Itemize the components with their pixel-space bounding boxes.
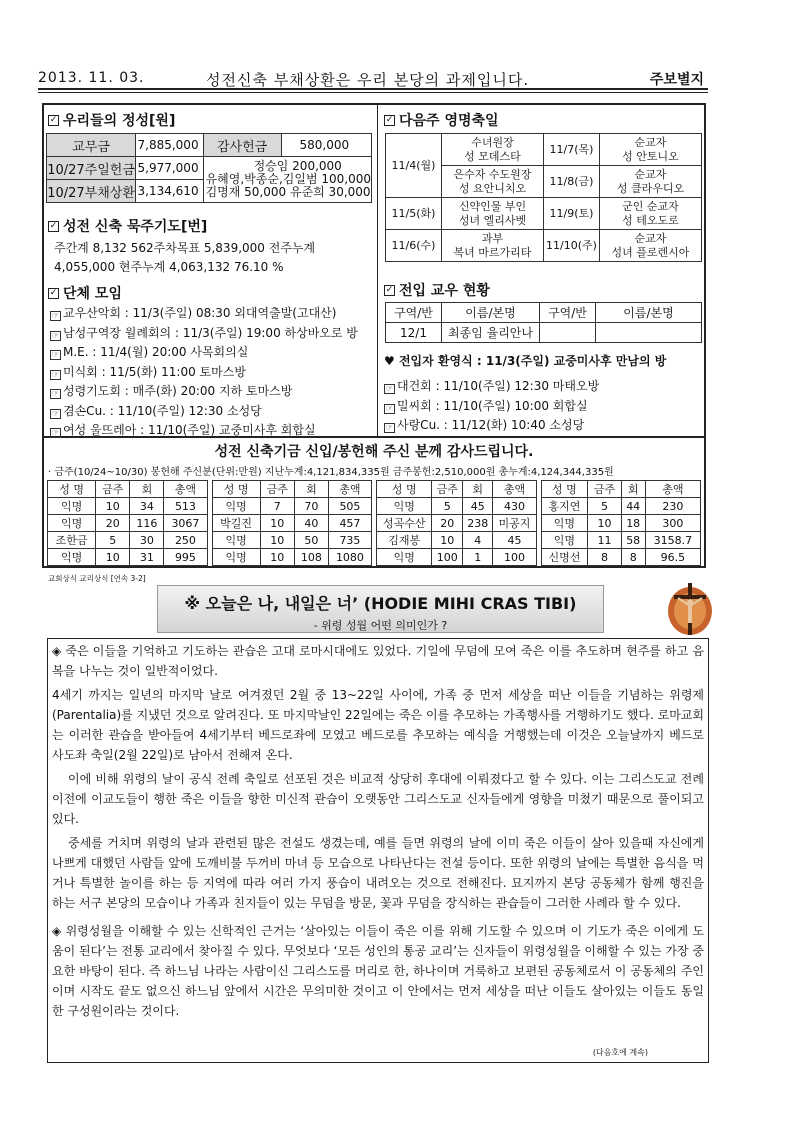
column-header: 총액 [328, 481, 371, 498]
table-cell: 40 [294, 515, 328, 532]
table-cell: 238 [463, 515, 493, 532]
table-cell: 8 [621, 549, 645, 566]
prayer-section-title: ✓ 성전 신축 묵주기도[번] [49, 219, 208, 235]
checkbox-icon: ✓ [49, 220, 58, 231]
list-item: ☞ 미식회 : 11/5(화) 11:00 토마스방 [51, 364, 246, 379]
column-header: 성 명 [541, 481, 588, 498]
table-cell: 108 [294, 549, 328, 566]
column-divider [377, 103, 378, 438]
groups-list [50, 304, 358, 441]
table-cell: 250 [164, 532, 207, 549]
list-item: ☞ 여성 울뜨레아 : 11/10(주일) 교중미사후 회합실 [51, 423, 316, 437]
table-cell: 1 [463, 549, 493, 566]
table-row [48, 532, 208, 549]
table-cell: 조한금 [48, 532, 96, 549]
table-cell: 김재봉 [377, 532, 432, 549]
table-row [48, 515, 208, 532]
table-header-row [377, 481, 537, 498]
paragraph: 4세기 까지는 일년의 마지막 날로 여겨졌던 2월 중 13~22일 사이에, 가족 중 먼저 세상을 떠난 이들을 기념하는 위령제(Parentalia)를 지냈던 것으로 알려진다. 또 마지막날인 22일에는 죽은 이를 추모하는 가족행사를 거행하기도 했다. 로마교회는 이러한 관습을 받아들여 4세기부터 베드로좌에 모였고 베드로를 추모하는 예식을 거행했는데 이것은 오늘날까지 베드로 사도좌 축일(2월 22일)로 남아서 전해져 온다. [52, 688, 704, 762]
fund-table [47, 480, 208, 566]
table-row [212, 549, 372, 566]
table-cell: 430 [493, 498, 536, 515]
newcomers-table: 구역/반 이름/본명 구역/반 이름/본명 12/1 최종임 율리안나 [385, 302, 702, 343]
offering-section-title: ✓ 우리들의 정성[원] [49, 113, 176, 129]
column-header: 금주 [260, 481, 294, 498]
table-cell: 7 [260, 498, 294, 515]
table-cell: 10 [96, 549, 130, 566]
table-cell: 44 [621, 498, 645, 515]
table-cell: 10 [260, 515, 294, 532]
table-cell: 5 [96, 532, 130, 549]
table-cell: 익명 [48, 498, 96, 515]
column-header: 금주 [432, 481, 463, 498]
list-item: ☞ 사랑Cu. : 11/12(화) 10:40 소성당 [385, 418, 585, 432]
pointer-icon: ☞ [385, 403, 394, 413]
table-cell: 8 [588, 549, 621, 566]
table-cell: 익명 [48, 549, 96, 566]
fund-table [541, 480, 702, 566]
list-item: ☞ 교우산악회 : 11/3(주일) 08:30 외대역출발(고대산) [51, 306, 337, 320]
list-item: ☞ 남성구역장 월례회의 : 11/3(주일) 19:00 하상바오로 방 [51, 325, 358, 340]
table-cell: 20 [96, 515, 130, 532]
column-header: 총액 [493, 481, 536, 498]
bulletin-label: 주보별지 [649, 72, 704, 88]
column-header: 회 [130, 481, 164, 498]
continued-note: (다음호에 계속) [592, 1048, 648, 1057]
list-item: ☞ 대건회 : 11/10(주일) 12:30 마태오방 [385, 379, 600, 393]
table-cell: 4 [463, 532, 493, 549]
table-cell: 성곡수산 [377, 515, 432, 532]
list-item: ☞ 밀씨회 : 11/10(주일) 10:00 회합실 [385, 398, 588, 413]
pointer-icon: ☞ [51, 408, 60, 418]
table-cell: 34 [130, 498, 164, 515]
table-cell: 100 [493, 549, 536, 566]
table-cell: 20 [432, 515, 463, 532]
table-cell: 3067 [164, 515, 207, 532]
article-title-box [157, 585, 604, 633]
column-header: 총액 [164, 481, 207, 498]
table-cell: 58 [621, 532, 645, 549]
table-cell: 익명 [212, 532, 260, 549]
list-item: ☞ 성령기도회 : 매주(화) 20:00 지하 토마스방 [51, 384, 293, 398]
table-row [377, 549, 537, 566]
column-header: 회 [463, 481, 493, 498]
table-cell: 10 [260, 549, 294, 566]
table-cell: 18 [621, 515, 645, 532]
table-header-row [541, 481, 701, 498]
pointer-icon: ☞ [51, 311, 60, 320]
table-row [48, 549, 208, 566]
table-cell: 익명 [212, 549, 260, 566]
paragraph: 이에 비해 위령의 날이 공식 전례 축일로 선포된 것은 비교적 상당히 후대에 이뤄졌다고 할 수 있다. 이는 그리스도교 전례 이전에 이교도들이 행한 죽은 이들을 향한 미신적 관습이 오랫동안 그리스도교 신자들에게 영향을 미쳤기 때문으로 풀이되고 있다. [52, 772, 704, 826]
feast-section-title: ✓ 다음주 영명축일 [385, 113, 499, 129]
table-cell: 홍지연 [541, 498, 588, 515]
table-cell: 505 [328, 498, 371, 515]
table-row [377, 515, 537, 532]
table-row [541, 549, 701, 566]
pointer-icon: ☞ [51, 330, 60, 340]
table-cell: 10 [260, 532, 294, 549]
table-cell: 45 [493, 532, 536, 549]
meetings-list [384, 377, 599, 436]
fund-summary: · 금주(10/24~10/30) 봉헌해 주신분(단위:만원) 지난누계:4,121,834,335원 금주봉헌:2,510,000원 총누계:4,124,344,335원 [48, 467, 614, 478]
offering-table: 교무금 7,885,000 감사헌금 580,000 10/27주일헌금 5,977,000 정승임 200,000 유혜영,박종순,김일범 100,000 김명재 50,000 유준희 30,000 10/27부채상환 3,134,610 [46, 133, 372, 203]
paragraph: ◈ 위령성월을 이해할 수 있는 신학적인 근거는 ‘살아있는 이들이 죽은 이를 위해 기도할 수 있으며 이 기도가 죽은 이에게 도움이 된다’는 전통 교리에서 찾아질 수 있다. 무엇보다 ‘모든 성인의 통공 교리’는 신자들이 위령성월을 이해할 수 있는 가장 중요한 바탕이 된다. 즉 하느님 나라는 사람이신 그리스도를 머리로 한, 하나이며 거룩하고 보편된 공동체로서 이 공동체의 주인이며 시작도 끝도 없으신 하느님 앞에서 시간은 무의미한 것이고 이 안에서는 먼저 세상을 떠난 이들도 살아있는 이들도 동일한 구성원이라는 것이다. [52, 924, 704, 1018]
table-cell: 미공지 [493, 515, 536, 532]
table-cell: 3158.7 [645, 532, 700, 549]
header-divider [38, 92, 708, 93]
donor-list: 정승임 200,000 유혜영,박종순,김일범 100,000 김명재 50,000 유준희 30,000 [203, 157, 371, 203]
table-row [541, 498, 701, 515]
column-header: 회 [621, 481, 645, 498]
series-label: 교회상식 교리상식 [연속 3-2] [48, 574, 146, 583]
table-cell: 익명 [541, 515, 588, 532]
table-row [377, 498, 537, 515]
checkbox-icon: ✓ [49, 114, 58, 125]
pointer-icon: ☞ [51, 350, 60, 359]
checkbox-icon: ✓ [385, 114, 394, 125]
list-item: ☞ 겸손Cu. : 11/10(주일) 12:30 소성당 [51, 403, 262, 418]
table-row [377, 532, 537, 549]
table-row [212, 532, 372, 549]
pointer-icon: ☞ [51, 369, 60, 379]
table-cell: 익명 [541, 532, 588, 549]
crucifix-image [664, 579, 716, 637]
heart-icon: ♥ [384, 354, 395, 368]
table-cell: 513 [164, 498, 207, 515]
fund-table [376, 480, 537, 566]
table-header-row [48, 481, 208, 498]
page-header [38, 66, 708, 90]
column-header: 금주 [588, 481, 621, 498]
fund-tables [47, 480, 701, 566]
table-cell: 5 [432, 498, 463, 515]
table-row [541, 532, 701, 549]
table-cell: 100 [432, 549, 463, 566]
table-cell: 995 [164, 549, 207, 566]
table-cell: 10 [432, 532, 463, 549]
newcomers-section-title: ✓ 전입 교우 현황 [385, 283, 490, 299]
table-cell: 박길진 [212, 515, 260, 532]
table-row [48, 498, 208, 515]
column-header: 성 명 [377, 481, 432, 498]
table-cell: 익명 [212, 498, 260, 515]
table-cell: 11 [588, 532, 621, 549]
issue-date: 2013. 11. 03. [38, 70, 145, 86]
table-cell: 5 [588, 498, 621, 515]
table-cell: 45 [463, 498, 493, 515]
table-cell: 31 [130, 549, 164, 566]
prayer-line-1: 주간계 8,132 562주차목표 5,839,000 전주누계 [54, 241, 316, 255]
pointer-icon: ☞ [51, 428, 60, 437]
feast-table: 11/4(월) 수녀원장 성 모데스타 11/7(목) 순교자 성 안토니오 은수자 수도원장 성 요안니치오 11/8(금) 순교자 성 클라우디오 11/5(화) 신약인물 부인 성녀 엘리사벳 11/9(토) 군인 순교자 성 테오도로 11/6(수) 과부 복녀 마르가리타 11/10(주) 순교자 성녀 플로렌시아 [385, 133, 702, 262]
article-body [47, 638, 709, 1063]
list-item: ☞ M.E. : 11/4(월) 20:00 사목회의실 [51, 345, 249, 359]
table-header-row [212, 481, 372, 498]
paragraph: 중세를 거치며 위령의 날과 관련된 많은 전설도 생겼는데, 예를 들면 위령의 날에 이미 죽은 이들이 살아 있을때 자신에게 나쁘게 대했던 사람들 앞에 도깨비불 두꺼비 마녀 등 모습으로 나타난다는 전설 등이다. 또한 위령의 날에는 특별한 음식을 먹거나 특별한 놀이를 하는 등 지역에 따라 여러 가지 풍습이 내려오는 것으로 전해진다. 묘지까지 본당 공동체가 함께 행진을 하는 서구 본당의 모습이나 가족과 친지들이 있는 무덤을 방문, 꽃과 무덤을 장식하는 관습들이 그러한 사례라 할 수 있다. [52, 836, 704, 910]
table-row [541, 515, 701, 532]
table-cell: 1080 [328, 549, 371, 566]
column-header: 회 [294, 481, 328, 498]
table-cell: 익명 [377, 498, 432, 515]
table-cell: 30 [130, 532, 164, 549]
table-cell: 익명 [377, 549, 432, 566]
pointer-icon: ☞ [385, 384, 394, 393]
table-row [212, 498, 372, 515]
table-cell: 230 [645, 498, 700, 515]
prayer-line-2: 4,055,000 현주누계 4,063,132 76.10 % [54, 260, 284, 274]
fund-title: 성전 신축기금 신입/봉헌해 주신 분께 감사드립니다. [214, 444, 534, 460]
table-cell: 300 [645, 515, 700, 532]
pointer-icon: ☞ [385, 423, 394, 432]
pointer-icon: ☞ [51, 389, 60, 398]
table-cell: 50 [294, 532, 328, 549]
table-cell: 10 [588, 515, 621, 532]
groups-section-title: ✓ 단체 모임 [49, 286, 122, 302]
diamond-icon: ◈ [52, 924, 62, 938]
fund-table [212, 480, 373, 566]
article-subtitle: - 위령 성월 어떤 의미인가 ? [313, 619, 448, 632]
table-cell: 70 [294, 498, 328, 515]
checkbox-icon: ✓ [385, 284, 394, 295]
welcome-line: ♥ 전입자 환영식 : 11/3(주일) 교중미사후 만남의 방 [384, 354, 667, 368]
table-cell: 116 [130, 515, 164, 532]
table-cell: 457 [328, 515, 371, 532]
column-header: 금주 [96, 481, 130, 498]
table-cell: 10 [96, 498, 130, 515]
table-cell: 신명선 [541, 549, 588, 566]
column-header: 성 명 [212, 481, 260, 498]
checkbox-icon: ✓ [49, 287, 58, 298]
table-row [212, 515, 372, 532]
table-cell: 735 [328, 532, 371, 549]
table-cell: 96.5 [645, 549, 700, 566]
table-cell: 익명 [48, 515, 96, 532]
column-header: 성 명 [48, 481, 96, 498]
diamond-icon: ◈ [52, 644, 62, 658]
paragraph: ◈ 죽은 이들을 기억하고 기도하는 관습은 고대 로마시대에도 있었다. 기일에 무덤에 모여 죽은 이를 추도하며 현주를 하고 음복을 나누는 것이 일반적이었다. [52, 644, 705, 678]
column-header: 총액 [645, 481, 700, 498]
header-title: 성전신축 부채상환은 우리 본당의 과제입니다. [206, 71, 530, 89]
article-title: ※ 오늘은 나, 내일은 너’ (HODIE MIHI CRAS TIBI) [184, 594, 577, 613]
